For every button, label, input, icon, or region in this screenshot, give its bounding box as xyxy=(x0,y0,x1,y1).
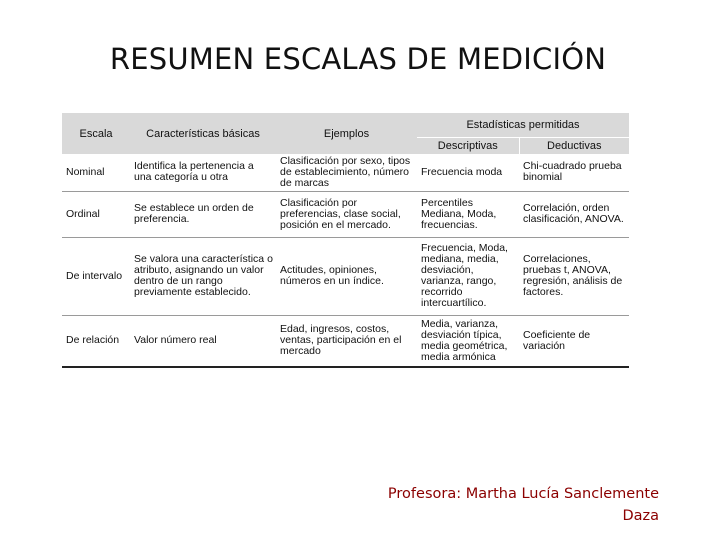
header-escala: Escala xyxy=(62,113,130,154)
cell-deductivas: Correlación, orden clasificación, ANOVA. xyxy=(523,202,624,225)
table-row xyxy=(62,191,629,237)
table-row xyxy=(62,237,629,315)
scales-table-container xyxy=(62,113,629,368)
cell-deductivas: Correlaciones, pruebas t, ANOVA, regresión, análisis de factores. xyxy=(523,253,623,298)
table-row xyxy=(62,154,629,191)
cell-caracteristicas: Valor número real xyxy=(134,334,217,347)
header-descriptivas: Descriptivas xyxy=(417,138,519,155)
table-header xyxy=(62,113,629,154)
cell-ejemplos: Clasificación por preferencias, clase social, posición en el mercado. xyxy=(280,196,401,231)
cell-descriptivas: Frecuencia, Moda, mediana, media, desviación, varianza, rango, recorrido intercuartílico. xyxy=(421,242,508,309)
footer-line-2: Daza xyxy=(622,508,659,524)
header-deductivas: Deductivas xyxy=(519,138,629,155)
table-row xyxy=(62,315,629,367)
cell-descriptivas: Media, varianza, desviación típica, media geométrica, media armónica xyxy=(421,317,508,363)
cell-escala: Nominal xyxy=(66,165,105,178)
cell-descriptivas: Frecuencia moda xyxy=(421,165,503,178)
cell-escala: De intervalo xyxy=(66,269,123,282)
footer-line-1: Profesora: Martha Lucía Sanclemente xyxy=(387,486,659,502)
cell-ejemplos: Edad, ingresos, costos, ventas, participación en el mercado xyxy=(280,323,402,358)
scales-table xyxy=(62,113,629,368)
cell-ejemplos: Clasificación por sexo, tipos de establecimiento, número de marcas xyxy=(280,154,411,189)
cell-escala: Ordinal xyxy=(66,207,100,220)
cell-descriptivas: Percentiles Mediana, Moda, frecuencias. xyxy=(421,196,497,231)
cell-caracteristicas: Se valora una característica o atributo, asignando un valor dentro de un rango previamente establecido. xyxy=(134,253,273,298)
cell-deductivas: Chi-cuadrado prueba binomial xyxy=(523,160,622,184)
cell-caracteristicas: Identifica la pertenencia a una categoría u otra xyxy=(134,160,254,184)
cell-ejemplos: Actitudes, opiniones, números en un índice. xyxy=(280,264,384,287)
footer-author xyxy=(388,483,659,527)
slide-title: RESUMEN ESCALAS DE MEDICIÓN xyxy=(109,42,607,76)
cell-caracteristicas: Se establece un orden de preferencia. xyxy=(134,202,254,225)
header-caracteristicas: Características básicas xyxy=(130,113,276,154)
cell-deductivas: Coeficiente de variación xyxy=(523,328,591,352)
header-estadisticas: Estadísticas permitidas xyxy=(417,113,629,138)
header-ejemplos: Ejemplos xyxy=(276,113,417,154)
cell-escala: De relación xyxy=(66,334,120,347)
